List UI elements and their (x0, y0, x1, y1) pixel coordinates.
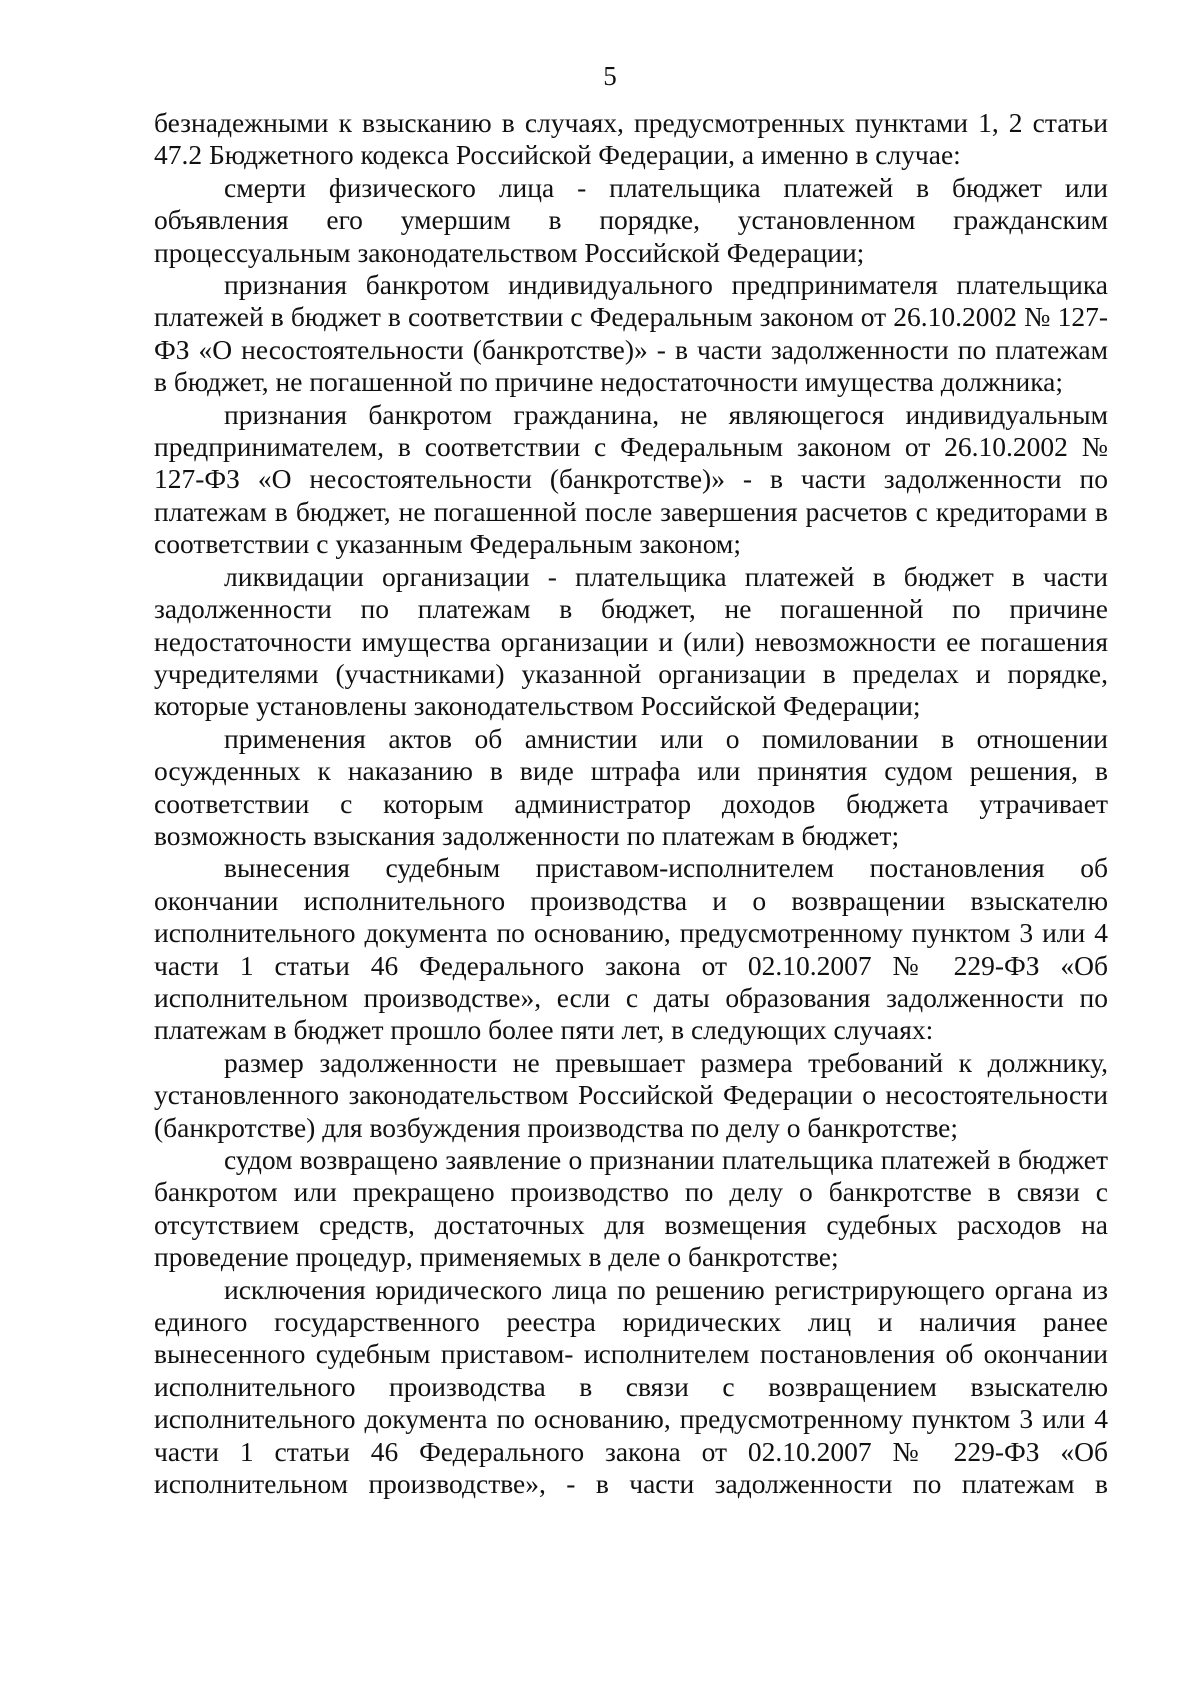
paragraph-exclusion-legal-entity: исключения юридического лица по решению регистрирующего органа из единого государственного реестра юридических лиц и наличия ранее вынесенного судебным приставом- исполнителем постановления об окончании исполнительного производства в связи с возвращением взыскателю исполнительного документа по основанию, предусмотренному пунктом 3 или 4 части 1 статьи 46 Федерального закона от 02.10.2007 № 229-ФЗ «Об исполнительном производстве», - в части задолженности по платежам в (154, 1273, 1108, 1500)
paragraph-bankruptcy-citizen: признания банкротом гражданина, не являющегося индивидуальным предпринимателем, в соответствии с Федеральным законом от 26.10.2002 № 127-ФЗ «О несостоятельности (банкротстве)» - в части задолженности по платежам в бюджет, не погашенной после завершения расчетов с кредиторами в соответствии с указанным Федеральным законом; (154, 398, 1108, 560)
paragraph-continuation: безнадежными к взысканию в случаях, предусмотренных пунктами 1, 2 статьи 47.2 Бюджетного кодекса Российской Федерации, а именно в случае: (154, 107, 1108, 171)
paragraph-court-returned-application: судом возвращено заявление о признании плательщика платежей в бюджет банкротом или прекращено производство по делу о банкротстве в связи с отсутствием средств, достаточных для возмещения судебных расходов на проведение процедур, применяемых в деле о банкротстве; (154, 1144, 1108, 1273)
paragraph-liquidation-organization: ликвидации организации - плательщика платежей в бюджет в части задолженности по платежам в бюджет, не погашенной по причине недостаточности имущества организации и (или) невозможности ее погашения учредителями (участниками) указанной организации в пределах и порядке, которые установлены законодательством Российской Федерации; (154, 560, 1108, 722)
paragraph-death-of-individual: смерти физического лица - плательщика платежей в бюджет или объявления его умершим в порядке, установленном гражданским процессуальным законодательством Российской Федерации; (154, 171, 1108, 268)
page-number: 5 (603, 61, 617, 91)
paragraph-bankruptcy-entrepreneur: признания банкротом индивидуального предпринимателя плательщика платежей в бюджет в соответствии с Федеральным законом от 26.10.2002 № 127-ФЗ «О несостоятельности (банкротстве)» - в части задолженности по платежам в бюджет, не погашенной по причине недостаточности имущества должника; (154, 269, 1108, 398)
paragraph-amnesty-pardon: применения актов об амнистии или о помиловании в отношении осужденных к наказанию в виде штрафа или принятия судом решения, в соответствии с которым администратор доходов бюджета утрачивает возможность взыскания задолженности по платежам в бюджет; (154, 722, 1108, 851)
paragraph-debt-size: размер задолженности не превышает размера требований к должнику, установленного законодательством Российской Федерации о несостоятельности (банкротстве) для возбуждения производства по делу о банкротстве; (154, 1046, 1108, 1143)
document-body (154, 107, 1108, 1500)
paragraph-bailiff-resolution: вынесения судебным приставом-исполнителем постановления об окончании исполнительного производства и о возвращении взыскателю исполнительного документа по основанию, предусмотренному пунктом 3 или 4 части 1 статьи 46 Федерального закона от 02.10.2007 № 229-ФЗ «Об исполнительном производстве», если с даты образования задолженности по платежам в бюджет прошло более пяти лет, в следующих случаях: (154, 852, 1108, 1046)
